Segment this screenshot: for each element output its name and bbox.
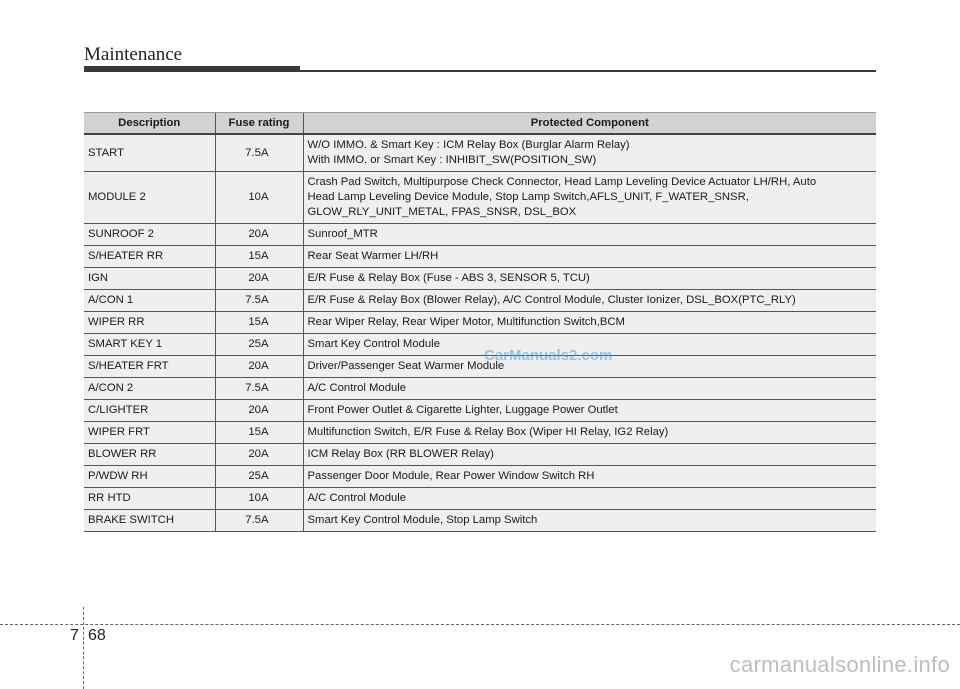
protected-component-line: A/C Control Module [307,492,407,504]
table-row [84,510,876,532]
table-row [84,378,876,400]
table-row [84,488,876,510]
fuse-description: RR HTD [84,488,215,510]
fuse-description: BLOWER RR [84,444,215,466]
protected-component-line: GLOW_RLY_UNIT_METAL, FPAS_SNSR, DSL_BOX [307,206,577,218]
fuse-rating: 20A [215,224,303,246]
watermark: CarManuals2.com [484,347,613,364]
protected-component-line: Crash Pad Switch, Multipurpose Check Connector, Head Lamp Leveling Device Actuator LH/RH, Auto [307,176,817,188]
fuse-rating: 7.5A [215,378,303,400]
protected-component-line: Front Power Outlet & Cigarette Lighter, Luggage Power Outlet [307,404,618,416]
protected-component-line: E/R Fuse & Relay Box (Fuse - ABS 3, SENSOR 5, TCU) [307,272,590,284]
protected-component [303,134,876,172]
fuse-description: WIPER RR [84,312,215,334]
fuse-description: BRAKE SWITCH [84,510,215,532]
protected-component [303,400,876,422]
fuse-rating: 10A [215,172,303,224]
fuse-description: WIPER FRT [84,422,215,444]
fuse-description: S/HEATER RR [84,246,215,268]
fuse-description: START [84,134,215,172]
fuse-description: S/HEATER FRT [84,356,215,378]
fuse-description: IGN [84,268,215,290]
protected-component-line: ICM Relay Box (RR BLOWER Relay) [307,448,494,460]
header-rule-thick [84,66,300,72]
protected-component-line: With IMMO. or Smart Key : INHIBIT_SW(POSITION_SW) [307,154,597,166]
fuse-rating: 7.5A [215,510,303,532]
protected-component-line: Smart Key Control Module, Stop Lamp Switch [307,514,538,526]
table-row [84,466,876,488]
table-body [84,134,876,532]
protected-component-line: Head Lamp Leveling Device Module, Stop Lamp Switch,AFLS_UNIT, F_WATER_SNSR, [307,191,749,203]
table-row [84,224,876,246]
chapter-number: 7 [70,627,79,644]
fuse-rating: 7.5A [215,290,303,312]
protected-component-line: Sunroof_MTR [307,228,378,240]
fuse-description: A/CON 1 [84,290,215,312]
protected-component [303,422,876,444]
protected-component-line: E/R Fuse & Relay Box (Blower Relay), A/C Control Module, Cluster Ionizer, DSL_BOX(PTC_RLY) [307,294,796,306]
table-row [84,172,876,224]
protected-component-line: Driver/Passenger Seat Warmer Module [307,360,505,372]
protected-component-line: Smart Key Control Module [307,338,440,350]
fuse-description: SMART KEY 1 [84,334,215,356]
table-row [84,356,876,378]
section-title: Maintenance [84,44,183,65]
table-header-row [84,113,876,135]
table-row [84,444,876,466]
column-header-description: Description [84,113,215,135]
protected-component [303,488,876,510]
protected-component-line: A/C Control Module [307,382,407,394]
fuse-description: SUNROOF 2 [84,224,215,246]
fuse-rating: 15A [215,312,303,334]
fuse-rating: 7.5A [215,134,303,172]
protected-component-line: Multifunction Switch, E/R Fuse & Relay Box (Wiper HI Relay, IG2 Relay) [307,426,669,438]
protected-component-line: Passenger Door Module, Rear Power Window Switch RH [307,470,595,482]
protected-component-line: Rear Wiper Relay, Rear Wiper Motor, Multifunction Switch,BCM [307,316,625,328]
protected-component [303,510,876,532]
table-row [84,312,876,334]
fuse-rating: 15A [215,422,303,444]
table-row [84,422,876,444]
table-row [84,290,876,312]
table-row [84,134,876,172]
fuse-rating: 20A [215,268,303,290]
protected-component [303,378,876,400]
fuse-description: C/LIGHTER [84,400,215,422]
protected-component [303,268,876,290]
table-row [84,400,876,422]
fuse-description: A/CON 2 [84,378,215,400]
protected-component-line: Rear Seat Warmer LH/RH [307,250,439,262]
table-row [84,334,876,356]
fuse-rating: 20A [215,400,303,422]
fuse-rating: 25A [215,334,303,356]
protected-component [303,172,876,224]
page-number: 68 [88,627,106,644]
table-row [84,246,876,268]
protected-component [303,290,876,312]
footer-divider [0,624,960,625]
footer-vertical-divider [83,607,84,689]
protected-component [303,444,876,466]
fuse-table [84,112,876,532]
protected-component [303,334,876,356]
fuse-rating: 20A [215,356,303,378]
protected-component [303,466,876,488]
protected-component [303,356,876,378]
footer-site-text: carmanualsonline.info [729,652,950,677]
column-header-fuse-rating: Fuse rating [215,113,303,135]
fuse-rating: 15A [215,246,303,268]
protected-component [303,312,876,334]
fuse-description: MODULE 2 [84,172,215,224]
fuse-rating: 20A [215,444,303,466]
fuse-rating: 10A [215,488,303,510]
fuse-description: P/WDW RH [84,466,215,488]
protected-component [303,224,876,246]
header-rule-thin [300,70,876,72]
fuse-rating: 25A [215,466,303,488]
protected-component-line: W/O IMMO. & Smart Key : ICM Relay Box (Burglar Alarm Relay) [307,139,630,151]
column-header-protected-component: Protected Component [303,113,876,135]
protected-component [303,246,876,268]
table-row [84,268,876,290]
